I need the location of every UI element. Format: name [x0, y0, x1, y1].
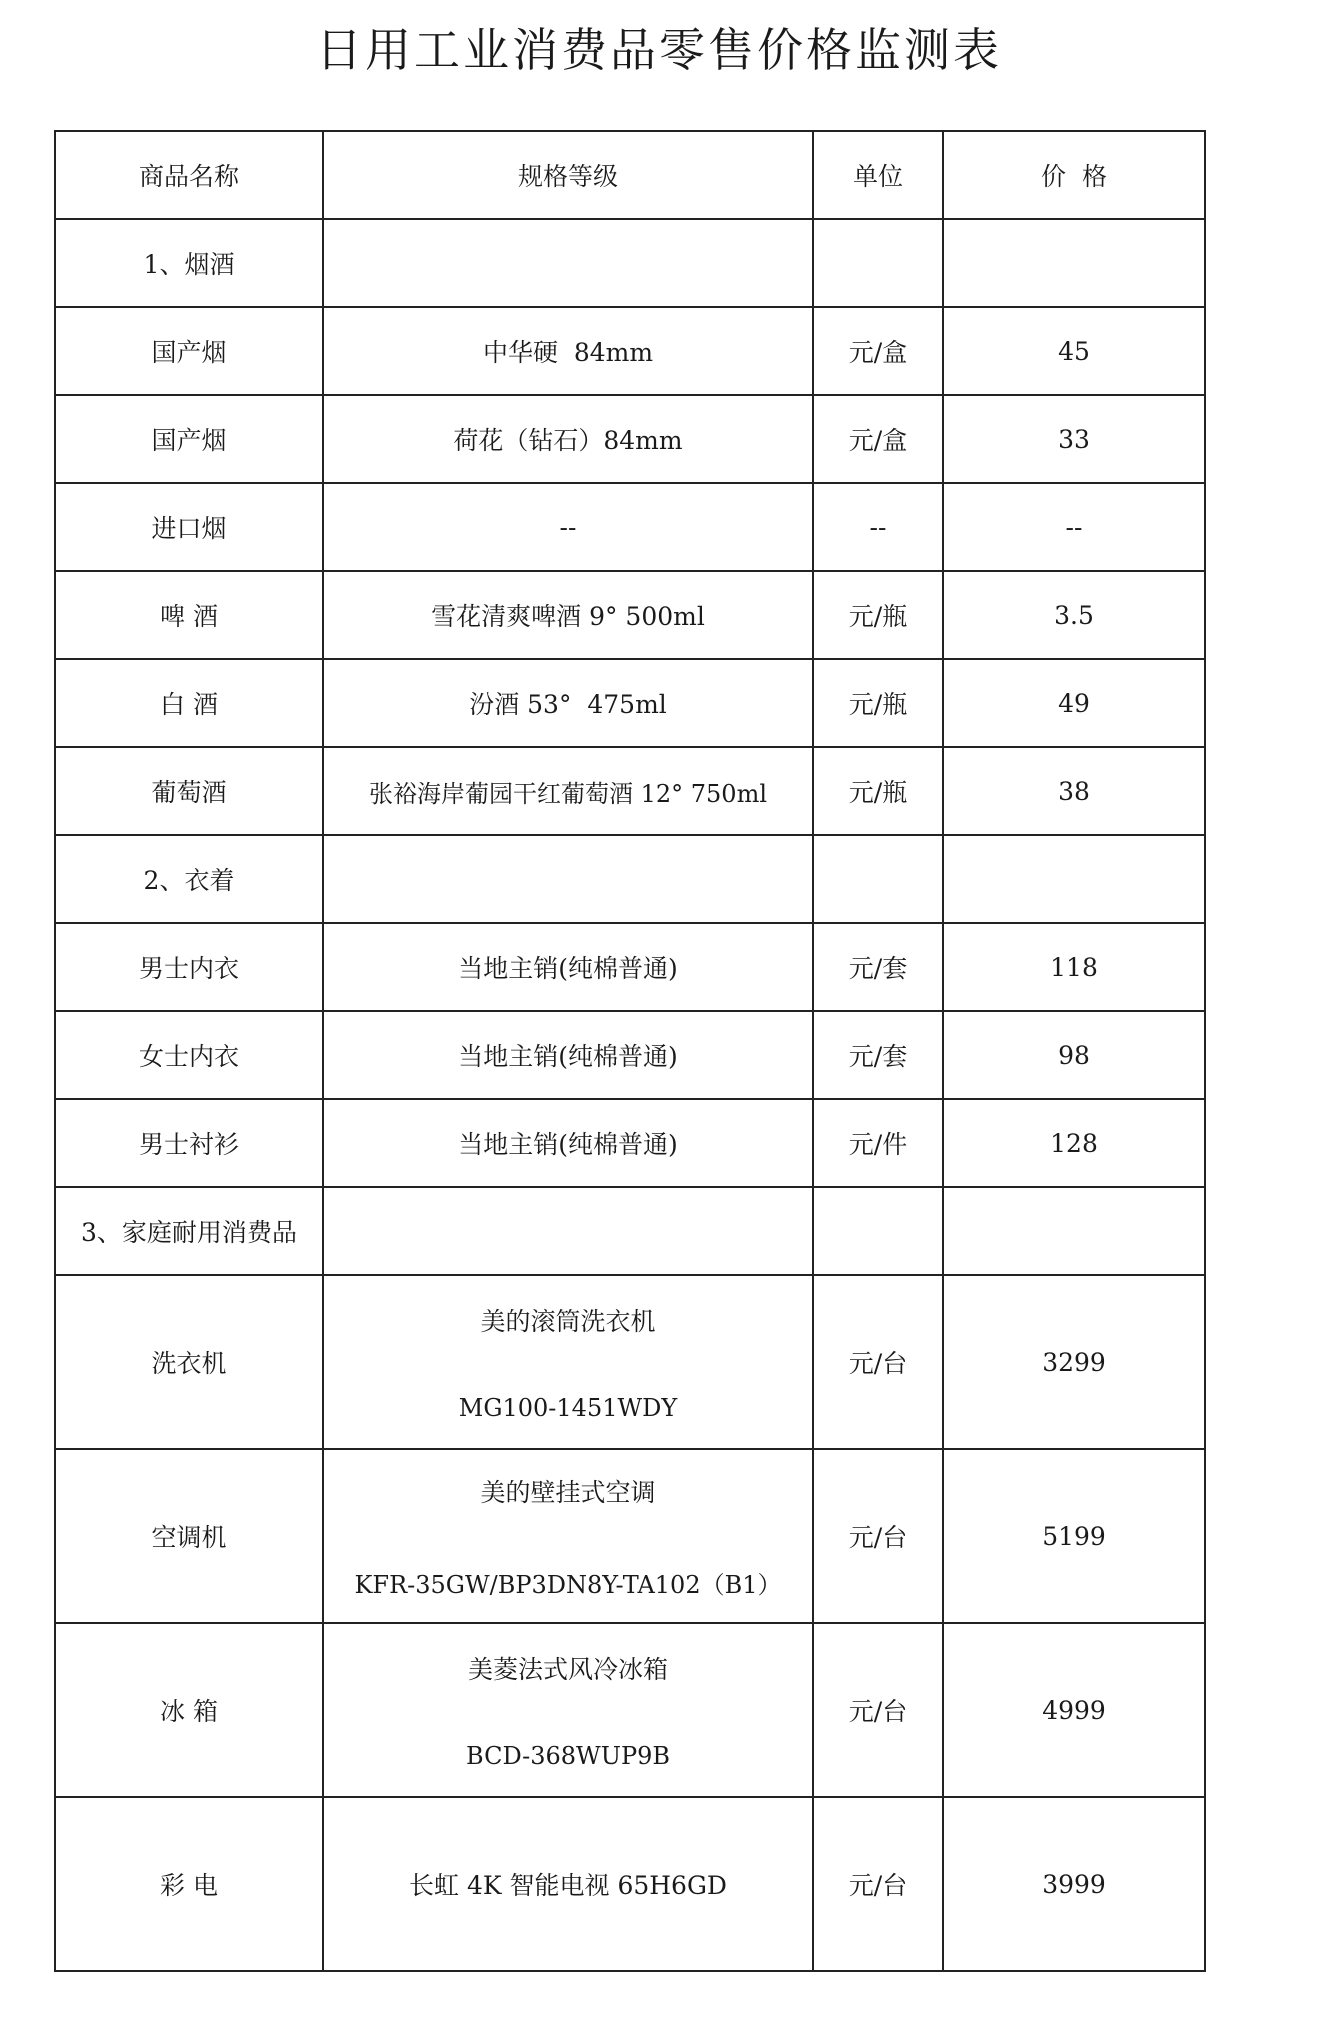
table-cell-name: 男士衬衫	[55, 1099, 323, 1187]
category-name: 1、烟酒	[55, 219, 323, 307]
table-cell-price: 4999	[943, 1623, 1205, 1797]
table-row	[55, 395, 1205, 483]
header-spec-grade: 规格等级	[323, 131, 813, 219]
table-cell-price: 118	[943, 923, 1205, 1011]
table-cell-name: 男士内衣	[55, 923, 323, 1011]
table-row	[55, 923, 1205, 1011]
table-cell-price: 3999	[943, 1797, 1205, 1971]
category-name: 2、衣着	[55, 835, 323, 923]
table-cell-name: 国产烟	[55, 395, 323, 483]
table-cell-spec: 长虹 4K 智能电视 65H6GD	[323, 1797, 813, 1971]
table-cell-unit: 元/套	[813, 1011, 943, 1099]
table-cell-price	[943, 835, 1205, 923]
table-row	[55, 307, 1205, 395]
table-row	[55, 747, 1205, 835]
table-cell-price: 5199	[943, 1449, 1205, 1623]
table-row	[55, 1011, 1205, 1099]
table-cell-price	[943, 1187, 1205, 1275]
spec-model-name: 美的壁挂式空调	[480, 1477, 656, 1507]
table-cell-spec	[323, 1449, 813, 1623]
table-cell-price: --	[943, 483, 1205, 571]
table-cell-name: 国产烟	[55, 307, 323, 395]
table-row	[55, 1275, 1205, 1449]
category-row	[55, 1187, 1205, 1275]
table-cell-name: 白 酒	[55, 659, 323, 747]
table-row	[55, 483, 1205, 571]
table-row	[55, 1623, 1205, 1797]
table-cell-price: 45	[943, 307, 1205, 395]
table-cell-price: 3299	[943, 1275, 1205, 1449]
table-cell-unit: 元/台	[813, 1449, 943, 1623]
table-cell-unit: 元/套	[813, 923, 943, 1011]
header-unit: 单位	[813, 131, 943, 219]
spec-model-name: 美菱法式风冷冰箱	[467, 1655, 668, 1684]
table-cell-price: 33	[943, 395, 1205, 483]
table-cell-unit: 元/台	[813, 1797, 943, 1971]
table-cell-spec	[323, 219, 813, 307]
table-cell-spec: 雪花清爽啤酒 9° 500ml	[323, 571, 813, 659]
page-title: 日用工业消费品零售价格监测表	[316, 23, 1002, 77]
table-cell-name: 空调机	[55, 1449, 323, 1623]
table-cell-unit: --	[813, 483, 943, 571]
table-cell-name: 进口烟	[55, 483, 323, 571]
table-cell-price: 128	[943, 1099, 1205, 1187]
table-cell-unit: 元/瓶	[813, 659, 943, 747]
table-row	[55, 1797, 1205, 1971]
table-row	[55, 659, 1205, 747]
table-cell-price: 38	[943, 747, 1205, 835]
table-cell-spec: 当地主销(纯棉普通)	[323, 1011, 813, 1099]
table-cell-spec: 张裕海岸葡园干红葡萄酒 12° 750ml	[323, 747, 813, 835]
spec-model-number: KFR-35GW/BP3DN8Y-TA102（B1）	[354, 1570, 782, 1599]
table-row	[55, 571, 1205, 659]
table-cell-name: 冰 箱	[55, 1623, 323, 1797]
table-cell-spec: 荷花（钻石）84mm	[323, 395, 813, 483]
table-row	[55, 1449, 1205, 1623]
table-cell-spec: 当地主销(纯棉普通)	[323, 1099, 813, 1187]
table-cell-price: 49	[943, 659, 1205, 747]
table-cell-name: 啤 酒	[55, 571, 323, 659]
table-cell-price: 3.5	[943, 571, 1205, 659]
table-cell-unit: 元/盒	[813, 307, 943, 395]
table-cell-unit: 元/瓶	[813, 747, 943, 835]
table-cell-price: 98	[943, 1011, 1205, 1099]
table-cell-unit	[813, 1187, 943, 1275]
table-cell-spec	[323, 1623, 813, 1797]
table-cell-unit: 元/台	[813, 1623, 943, 1797]
category-row	[55, 835, 1205, 923]
table-cell-name: 洗衣机	[55, 1275, 323, 1449]
table-cell-unit: 元/台	[813, 1275, 943, 1449]
table-cell-spec	[323, 1187, 813, 1275]
header-price: 价 格	[943, 131, 1205, 219]
table-cell-unit: 元/盒	[813, 395, 943, 483]
table-header-row	[55, 131, 1205, 219]
table-cell-unit	[813, 835, 943, 923]
spec-model-name: 美的滚筒洗衣机	[480, 1307, 656, 1336]
table-cell-unit: 元/件	[813, 1099, 943, 1187]
table-cell-spec: 汾酒 53° 475ml	[323, 659, 813, 747]
table-cell-price	[943, 219, 1205, 307]
table-cell-name: 葡萄酒	[55, 747, 323, 835]
table-cell-name: 女士内衣	[55, 1011, 323, 1099]
table-cell-spec: 当地主销(纯棉普通)	[323, 923, 813, 1011]
table-row	[55, 1099, 1205, 1187]
category-row	[55, 219, 1205, 307]
table-cell-unit: 元/瓶	[813, 571, 943, 659]
table-cell-spec	[323, 835, 813, 923]
table-cell-unit	[813, 219, 943, 307]
table-cell-spec: --	[323, 483, 813, 571]
table-cell-spec: 中华硬 84mm	[323, 307, 813, 395]
price-monitoring-table	[54, 130, 1206, 1972]
spec-model-number: MG100-1451WDY	[458, 1394, 678, 1422]
table-cell-name: 彩 电	[55, 1797, 323, 1971]
table-cell-spec	[323, 1275, 813, 1449]
category-name: 3、家庭耐用消费品	[55, 1187, 323, 1275]
spec-model-number: BCD-368WUP9B	[466, 1742, 670, 1770]
header-product-name: 商品名称	[55, 131, 323, 219]
